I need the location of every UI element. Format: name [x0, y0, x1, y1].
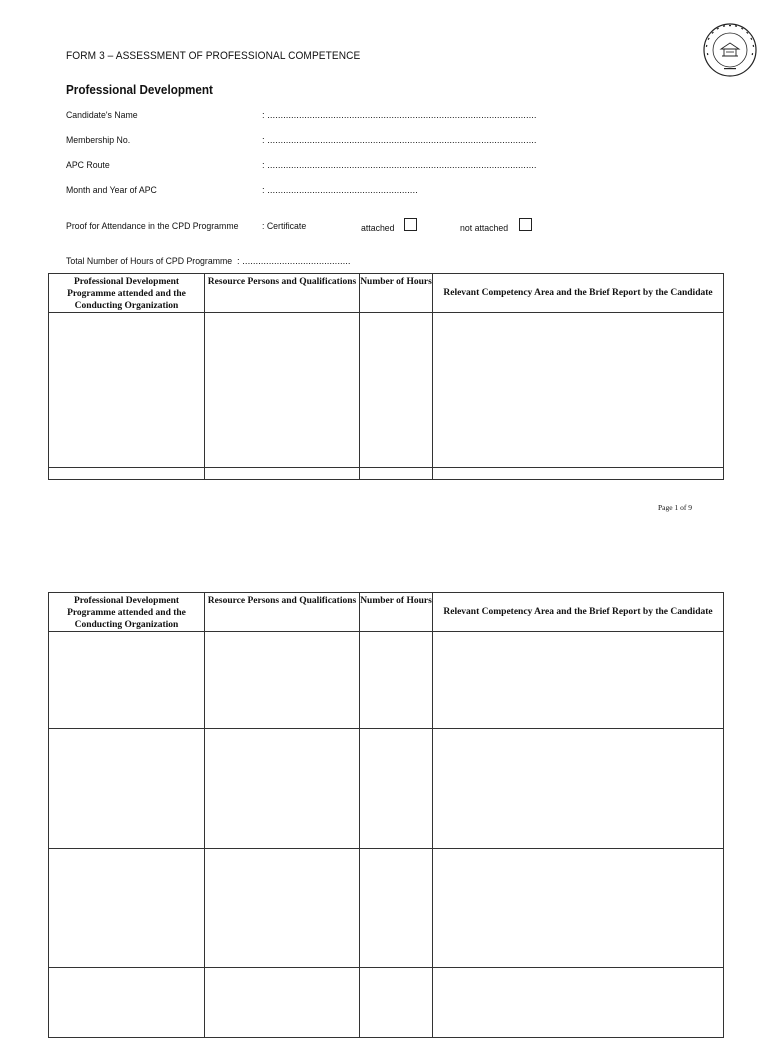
competency-cell[interactable]: [433, 729, 724, 849]
col-header-resource-persons: Resource Persons and Qualifications: [205, 593, 360, 632]
page-number: Page 1 of 9: [658, 503, 692, 512]
table-header-row: [49, 593, 724, 632]
candidate-name-label: Candidate's Name: [66, 110, 138, 121]
competency-cell[interactable]: [433, 968, 724, 1038]
col-header-programme: Professional Development Programme attended and the Conducting Organization: [49, 593, 205, 632]
form-title: FORM 3 – ASSESSMENT OF PROFESSIONAL COMPETENCE: [66, 50, 361, 62]
resource-persons-cell[interactable]: [205, 468, 360, 480]
hours-cell[interactable]: [360, 468, 433, 480]
apc-month-year-field[interactable]: : .........................................................: [262, 185, 418, 196]
total-hours-row: [66, 251, 351, 269]
attendance-proof-label: Proof for Attendance in the CPD Programme: [66, 221, 239, 232]
institute-seal-icon: [702, 22, 758, 78]
programme-cell[interactable]: [49, 968, 205, 1038]
attached-checkbox[interactable]: [404, 218, 417, 231]
col-header-competency: Relevant Competency Area and the Brief Report by the Candidate: [433, 593, 724, 632]
resource-persons-cell[interactable]: [205, 968, 360, 1038]
not-attached-checkbox[interactable]: [519, 218, 532, 231]
apc-month-year-label: Month and Year of APC: [66, 185, 157, 196]
resource-persons-cell[interactable]: [205, 849, 360, 968]
attached-option: [361, 218, 417, 236]
table-row: [49, 729, 724, 849]
cpd-table-page-1: [48, 273, 724, 480]
col-header-resource-persons: Resource Persons and Qualifications: [205, 274, 360, 313]
programme-cell[interactable]: [49, 849, 205, 968]
competency-cell[interactable]: [433, 632, 724, 729]
col-header-hours: Number of Hours: [360, 593, 433, 632]
resource-persons-cell[interactable]: [205, 632, 360, 729]
resource-persons-cell[interactable]: [205, 729, 360, 849]
competency-cell[interactable]: [433, 313, 724, 468]
membership-no-label: Membership No.: [66, 135, 131, 146]
total-hours-field[interactable]: : .........................................: [237, 256, 351, 267]
hours-cell[interactable]: [360, 968, 433, 1038]
programme-cell[interactable]: [49, 313, 205, 468]
certificate-label: : Certificate: [262, 221, 307, 232]
section-title: Professional Development: [66, 82, 213, 97]
competency-cell[interactable]: [433, 849, 724, 968]
table-row: [49, 632, 724, 729]
table-row: [49, 468, 724, 480]
hours-cell[interactable]: [360, 313, 433, 468]
col-header-competency: Relevant Competency Area and the Brief Report by the Candidate: [433, 274, 724, 313]
total-hours-label: Total Number of Hours of CPD Programme: [66, 256, 233, 267]
table-row: [49, 313, 724, 468]
not-attached-label: not attached: [460, 223, 509, 234]
table-row: [49, 968, 724, 1038]
programme-cell[interactable]: [49, 468, 205, 480]
programme-cell[interactable]: [49, 632, 205, 729]
col-header-programme: Professional Development Programme attended and the Conducting Organization: [49, 274, 205, 313]
hours-cell[interactable]: [360, 729, 433, 849]
hours-cell[interactable]: [360, 849, 433, 968]
hours-cell[interactable]: [360, 632, 433, 729]
cpd-table-page-2: [48, 592, 724, 1038]
attached-label: attached: [361, 223, 395, 234]
apc-route-label: APC Route: [66, 160, 110, 171]
candidate-name-field[interactable]: : ......................................................................................................: [262, 110, 537, 121]
competency-cell[interactable]: [433, 468, 724, 480]
not-attached-option: [460, 218, 532, 236]
membership-no-field[interactable]: : ......................................................................................................: [262, 135, 537, 146]
resource-persons-cell[interactable]: [205, 313, 360, 468]
apc-route-field[interactable]: : ......................................................................................................: [262, 160, 537, 171]
programme-cell[interactable]: [49, 729, 205, 849]
col-header-hours: Number of Hours: [360, 274, 433, 313]
table-header-row: [49, 274, 724, 313]
table-row: [49, 849, 724, 968]
